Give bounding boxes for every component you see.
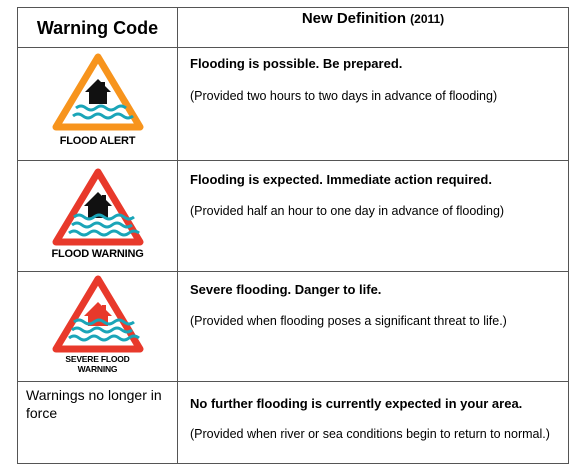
definition-cell <box>178 161 568 271</box>
severe-flood-warning-label-line1: SEVERE FLOOD <box>65 354 130 364</box>
table-row <box>18 382 568 463</box>
definition-note: (Provided when river or sea conditions begin to return to normal.) <box>190 427 550 441</box>
severe-flood-warning-label <box>18 354 177 374</box>
code-cell <box>18 161 178 271</box>
definition-headline: Flooding is possible. Be prepared. <box>190 56 403 71</box>
table-row <box>18 272 568 382</box>
code-cell <box>18 48 178 160</box>
table-header-row <box>18 8 568 48</box>
severe-flood-warning-icon <box>52 274 144 354</box>
definition-headline: No further flooding is currently expected in your area. <box>190 396 523 411</box>
header-definition <box>178 10 568 27</box>
definition-cell <box>178 48 568 160</box>
definition-headline: Flooding is expected. Immediate action required. <box>190 172 492 187</box>
flood-warning-symbol <box>18 161 177 271</box>
table-row <box>18 161 568 272</box>
definition-note: (Provided two hours to two days in advance of flooding) <box>190 89 498 103</box>
code-cell <box>18 272 178 381</box>
definition-headline: Severe flooding. Danger to life. <box>190 282 382 297</box>
header-cell-warning-code <box>18 8 178 47</box>
definition-note: (Provided when flooding poses a significant threat to life.) <box>190 314 507 328</box>
code-cell <box>18 382 178 463</box>
definition-note: (Provided half an hour to one day in advance of flooding) <box>190 204 505 218</box>
flood-warning-icon <box>52 167 144 247</box>
flood-alert-symbol <box>18 48 177 160</box>
no-longer-in-force-label: Warnings no longer in force <box>26 387 162 421</box>
flood-alert-icon <box>52 52 144 132</box>
header-warning-code: Warning Code <box>36 18 159 38</box>
table-row <box>18 48 568 161</box>
header-definition-label: New Definition <box>301 10 406 27</box>
warning-code-table <box>17 7 569 464</box>
header-cell-definition <box>178 8 568 47</box>
header-definition-year: (2011) <box>410 12 445 26</box>
definition-cell <box>178 382 568 463</box>
severe-flood-warning-symbol <box>18 272 177 381</box>
flood-alert-label: FLOOD ALERT <box>59 135 136 147</box>
definition-cell <box>178 272 568 381</box>
flood-warning-label: FLOOD WARNING <box>51 248 144 260</box>
severe-flood-warning-label-line2: WARNING <box>77 364 118 374</box>
